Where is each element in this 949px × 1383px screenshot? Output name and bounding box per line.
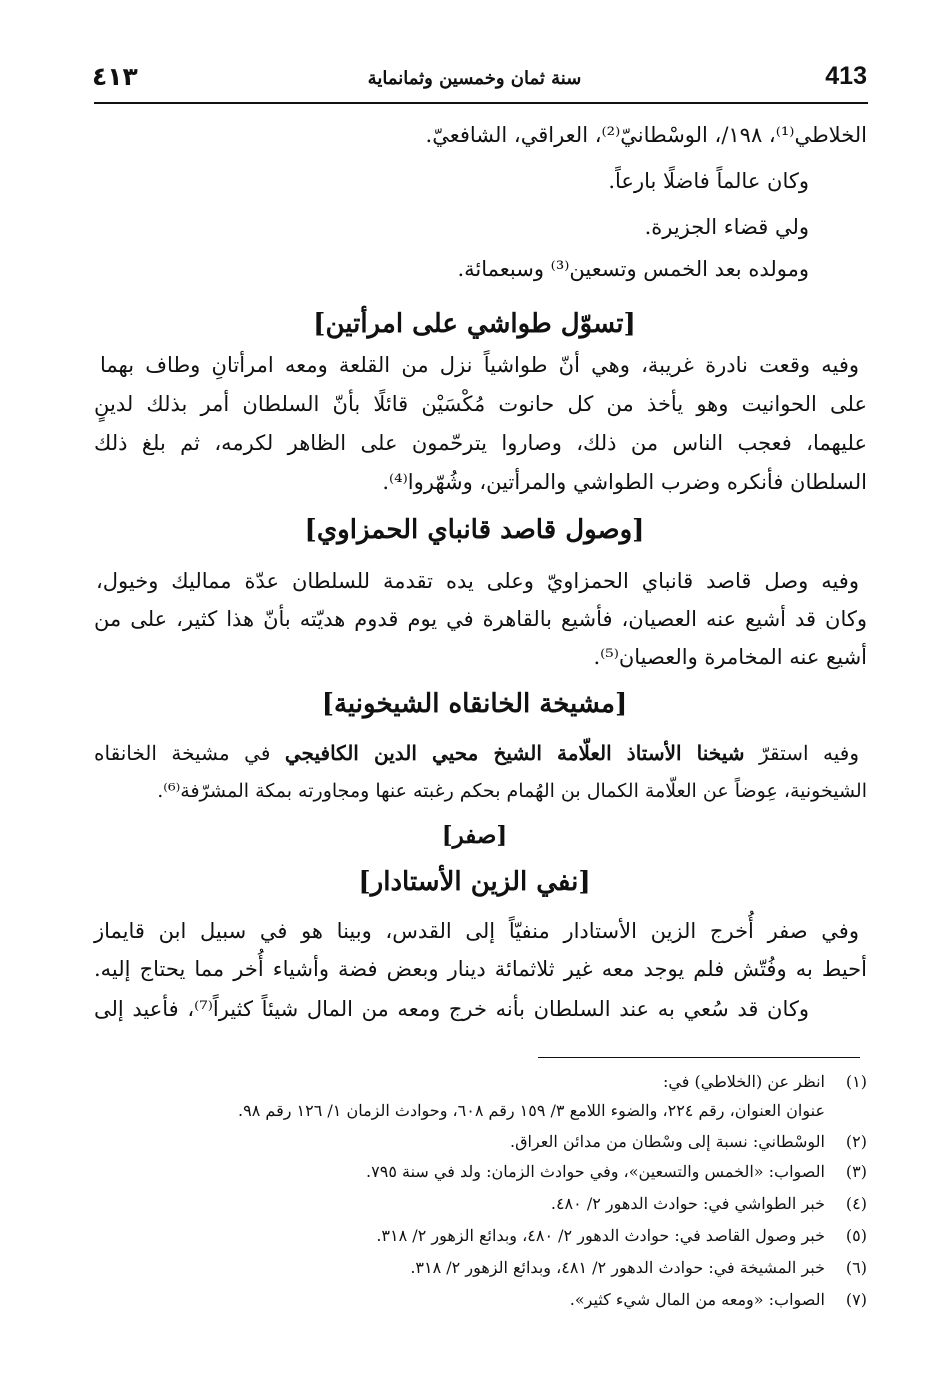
footnote: [94, 1130, 867, 1154]
text-line: وفي صفر أُخرج الزين الأستادار منفيّاً إلى القدس، وبينا هو في سبيل ابن قايماز: [94, 919, 859, 943]
text-line: الشيخونية، عِوضاً عن العلّامة الكمال بن الهُمام بحكم رغبته عنها ومجاورته بمكة المشرّفة⁽⁶⁾.: [157, 780, 867, 802]
text-line: عليهما، فعجب الناس من ذلك، وصاروا يترحّمون على الظاهر لكرمه، ثم بلغ ذلك: [94, 431, 867, 455]
section-heading: [نفي الزين الأستادار]: [358, 867, 591, 897]
text-line: ومولده بعد الخمس وتسعين⁽³⁾ وسبعمائة.: [457, 257, 809, 281]
text-line: الخلاطي⁽¹⁾، ١٩٨/، الوسْطانيّ⁽²⁾، العراقي، الشافعيّ.: [425, 123, 867, 147]
text-line: وفيه وقعت نادرة غريبة، وهي أنّ طواشياً نزل من القلعة ومعه امرأتانِ وطاف بهما: [100, 353, 859, 377]
footnote: [94, 1256, 867, 1280]
footnote-rule: [538, 1057, 860, 1058]
header-rule: [94, 102, 868, 104]
month-heading: [صفر]: [441, 822, 508, 849]
footnote-number: (٢): [845, 1132, 867, 1151]
footnote: [94, 1224, 867, 1248]
section-heading: [وصول قاصد قانباي الحمزاوي]: [304, 515, 645, 545]
page-number-latin: 413: [825, 62, 867, 90]
text-line: أحيط به وفُتّش فلم يوجد معه غير ثلاثمائة دينار وبعض فضة وأشياء أُخر مما يحتاج إليه.: [94, 957, 867, 981]
footnote-text: خبر وصول القاصد في: حوادث الدهور ٢/ ٤٨٠، وبدائع الزهور ٢/ ٣١٨.: [376, 1226, 825, 1245]
footnote-number: (١): [845, 1072, 867, 1091]
text-line: وفيه وصل قاصد قانباي الحمزاويّ وعلى يده تقدمة للسلطان عدّة مماليك وخيول،: [96, 569, 859, 593]
footnote: [94, 1288, 867, 1312]
text-line: وكان قد أشيع عنه العصيان، فأشيع بالقاهرة في يوم قدوم هديّته بأنّ هذا كثير، على من: [94, 607, 867, 631]
running-title: سنة ثمان وخمسين وثمانماية: [367, 68, 582, 89]
footnote-number: (٦): [845, 1258, 867, 1277]
scholar-name: شيخنا الأستاذ العلّامة الشيخ محيي الدين الكافيجي: [284, 741, 745, 765]
text-line: ولي قضاء الجزيرة.: [644, 215, 809, 239]
footnote-text: انظر عن (الخلاطي) في:: [663, 1072, 825, 1091]
footnote-number: (٧): [845, 1290, 867, 1309]
section-heading: [تسوّل طواشي على امرأتين]: [313, 309, 636, 339]
footnote: [94, 1192, 867, 1216]
text-line: [94, 738, 859, 768]
text-line: السلطان فأنكره وضرب الطواشي والمرأتين، وشُهّروا⁽⁴⁾.: [382, 470, 867, 494]
footnote-text: الوسْطاني: نسبة إلى وسْطان من مدائن العراق.: [510, 1132, 825, 1151]
text-line: وكان عالماً فاضلًا بارعاً.: [608, 169, 809, 193]
footnote-text: خبر المشيخة في: حوادث الدهور ٢/ ٤٨١، وبدائع الزهور ٢/ ٣١٨.: [410, 1258, 825, 1277]
page-number-arabic: ٤١٣: [92, 62, 138, 91]
footnote: [94, 1160, 867, 1184]
section-heading: [مشيخة الخانقاه الشيخونية]: [321, 689, 628, 719]
text-line: وكان قد سُعي به عند السلطان بأنه خرج ومعه من المال شيئاً كثيراً⁽⁷⁾، فأعيد إلى: [94, 997, 809, 1021]
footnote-text: الصواب: «الخمس والتسعين»، وفي حوادث الزمان: ولد في سنة ٧٩٥.: [366, 1162, 825, 1181]
text-line: أشيع عنه المخامرة والعصيان⁽⁵⁾.: [593, 645, 867, 669]
footnote-text: عنوان العنوان، رقم ٢٢٤، والضوء اللامع ٣/ ١٥٩ رقم ٦٠٨، وحوادث الزمان ١/ ١٢٦ رقم ٩٨.: [238, 1101, 825, 1120]
footnote-number: (٣): [845, 1162, 867, 1181]
footnote-text: الصواب: «ومعه من المال شيء كثير».: [569, 1290, 825, 1309]
footnote-number: (٤): [845, 1194, 867, 1213]
footnote-text: خبر الطواشي في: حوادث الدهور ٢/ ٤٨٠.: [550, 1194, 825, 1213]
footnote-number: (٥): [845, 1226, 867, 1245]
text-line: على الحوانيت وهو يأخذ من كل حانوت مُكْسَيْن قائلًا بأنّ السلطان أمر بذلك لدينٍ: [94, 392, 867, 416]
footnote: [94, 1070, 867, 1094]
footnote: [94, 1099, 867, 1123]
text-run: في مشيخة الخانقاه: [94, 741, 285, 765]
text-run: وفيه استقرّ: [744, 741, 859, 765]
